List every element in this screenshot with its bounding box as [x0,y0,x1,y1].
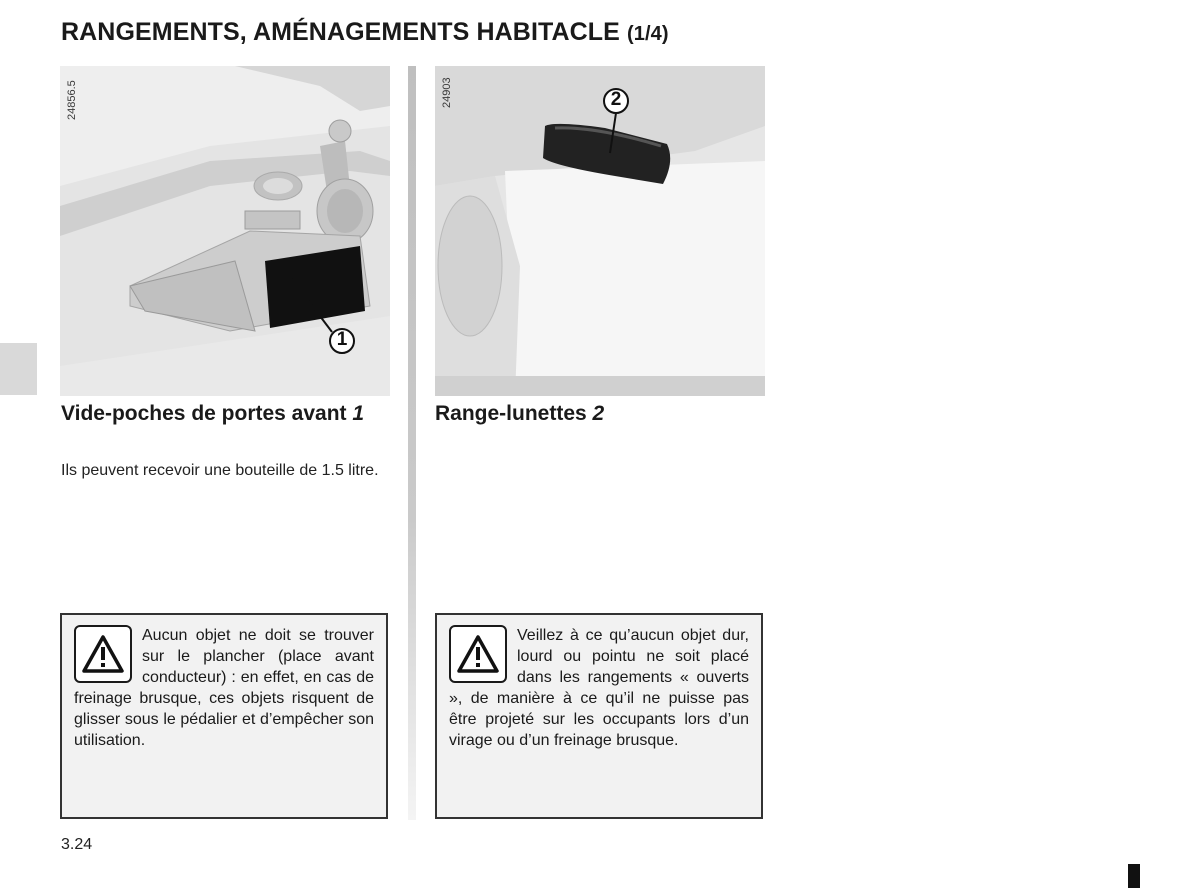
glasses-holder-heading [435,401,765,427]
door-pocket-illustration [60,66,390,396]
glasses-holder-heading-ref: 2 [592,402,605,425]
warning-box-floor [60,613,388,819]
door-pocket-heading-ref: 1 [352,402,365,425]
warning-box-open-storage [435,613,763,819]
door-pocket-heading-text: Vide-poches de portes avant [61,402,347,425]
door-pocket-heading [61,401,391,427]
glasses-holder-heading-text: Range-lunettes [435,402,587,425]
callout-number: 2 [610,89,622,110]
warning-text-open-storage: Veillez à ce qu’aucun objet dur, lourd ou pointu ne soit placé dans les rangements « ouverts », de manière à ce qu’il ne puisse pas être projeté sur les occupants lors d’un virage ou d’un freinage brusque. [449,627,749,749]
page-corner-mark [1128,864,1140,888]
warning-triangle-icon [74,625,132,683]
door-pocket-description: Ils peuvent recevoir une bouteille de 1.5 litre. [61,462,379,479]
glasses-holder-illustration [435,66,765,396]
page-number: 3.24 [61,836,93,853]
page-title-main: RANGEMENTS, AMÉNAGEMENTS HABITACLE [61,18,620,46]
page-title [61,18,669,47]
warning-triangle-icon [449,625,507,683]
glasses-holder-drawing [435,66,765,396]
section-side-tab [0,343,37,395]
page-title-part: (1/4) [627,23,669,45]
figure-reference-code: 24903 [441,77,453,108]
warning-text-floor: Aucun objet ne doit se trouver sur le plancher (place avant conducteur) : en effet, en cas de freinage brusque, ces objets risquent de glisser sous le pédalier et d’empêcher son utilisation. [74,627,374,749]
figure-reference-code: 24856.5 [66,80,78,120]
callout-number: 1 [336,329,348,350]
column-divider [408,66,416,820]
